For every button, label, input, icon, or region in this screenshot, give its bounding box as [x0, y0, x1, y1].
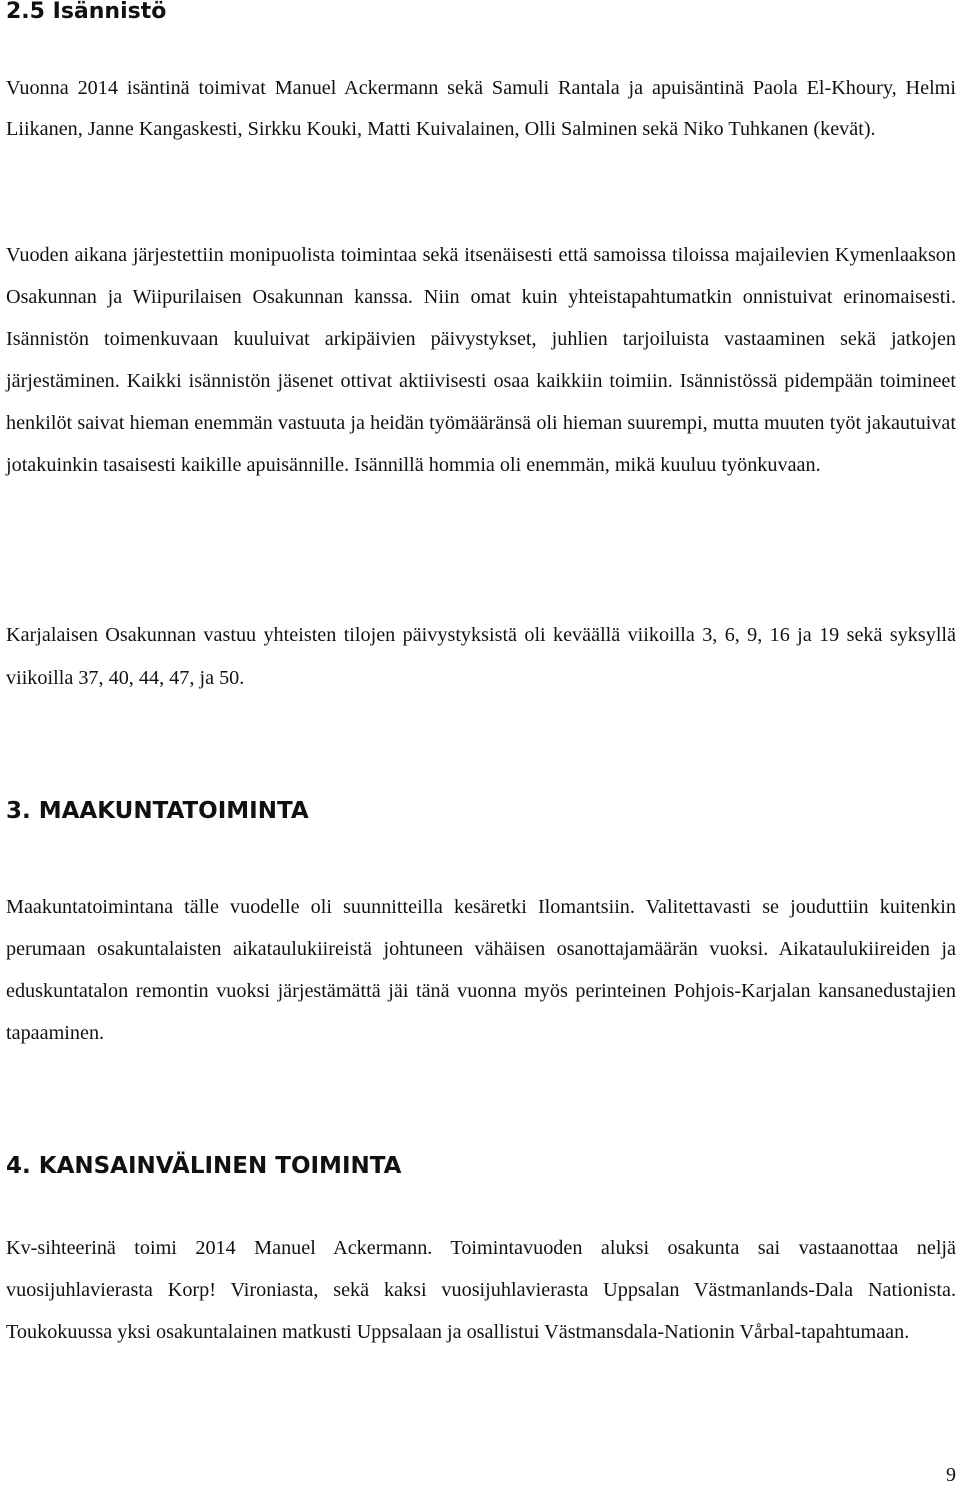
paragraph-maakuntatoiminta: Maakuntatoimintana tälle vuodelle oli suunnitteilla kesäretki Ilomantsiin. Valitettavasti se jouduttiin kuitenkin perumaan osakuntalaisten aikataulukiireistä johtuneen vähäisen osanottajamäärän vuoksi. Aikataulukiireiden ja eduskuntatalon remontin vuoksi järjestämättä jäi tänä vuonna myös perinteinen Pohjois-Karjalan kansanedustajien tapaaminen.: [6, 896, 956, 1044]
section-heading-isannisto: 2.5 Isännistö: [6, 0, 167, 24]
paragraph-isannisto-activities: Vuoden aikana järjestettiin monipuolista toimintaa sekä itsenäisesti että samoissa tiloissa majailevien Kymenlaakson Osakunnan ja Wiipurilaisen Osakunnan kanssa. Niin omat kuin yhteistapahtumatkin onnistuivat erinomaisesti. Isännistön toimenkuvaan kuuluivat arkipäivien päivystykset, juhlien tarjoiluista vastaaminen sekä jatkojen järjestäminen. Kaikki isännistön jäsenet ottivat aktiivisesti osaa kaikkiin toimiin. Isännistössä pidempään toimineet henkilöt saivat hieman enemmän vastuuta ja heidän työmääränsä oli hieman suurempi, mutta muuten työt jakautuivat jotakuinkin tasaisesti kaikille apuisännille. Isännillä hommia oli enemmän, mikä kuuluu työnkuvaan.: [6, 244, 956, 476]
paragraph-kansainvalinen-toiminta: Kv-sihteerinä toimi 2014 Manuel Ackermann. Toimintavuoden aluksi osakunta sai vastaanottaa neljä vuosijuhlavierasta Korp! Vironiasta, sekä kaksi vuosijuhlavierasta Uppsalan Västmanlands-Dala Nationista. Toukokuussa yksi osakuntalainen matkusti Uppsalaan ja osallistui Västmansdala-Nationin Vårbal-tapahtumaan.: [6, 1237, 956, 1343]
section-heading-maakuntatoiminta: 3. MAAKUNTATOIMINTA: [6, 798, 309, 824]
paragraph-isannisto-members: Vuonna 2014 isäntinä toimivat Manuel Ackermann sekä Samuli Rantala ja apuisäntinä Paola El-Khoury, Helmi Liikanen, Janne Kangaskesti, Sirkku Kouki, Matti Kuivalainen, Olli Salminen sekä Niko Tuhkanen (kevät).: [6, 77, 956, 140]
page-number: 9: [946, 1464, 956, 1486]
paragraph-isannisto-duty-weeks: Karjalaisen Osakunnan vastuu yhteisten tilojen päivystyksistä oli keväällä viikoilla 3, 6, 9, 16 ja 19 sekä syksyllä viikoilla 37, 40, 44, 47, ja 50.: [6, 624, 956, 689]
section-heading-kansainvalinen-toiminta: 4. KANSAINVÄLINEN TOIMINTA: [6, 1153, 402, 1179]
